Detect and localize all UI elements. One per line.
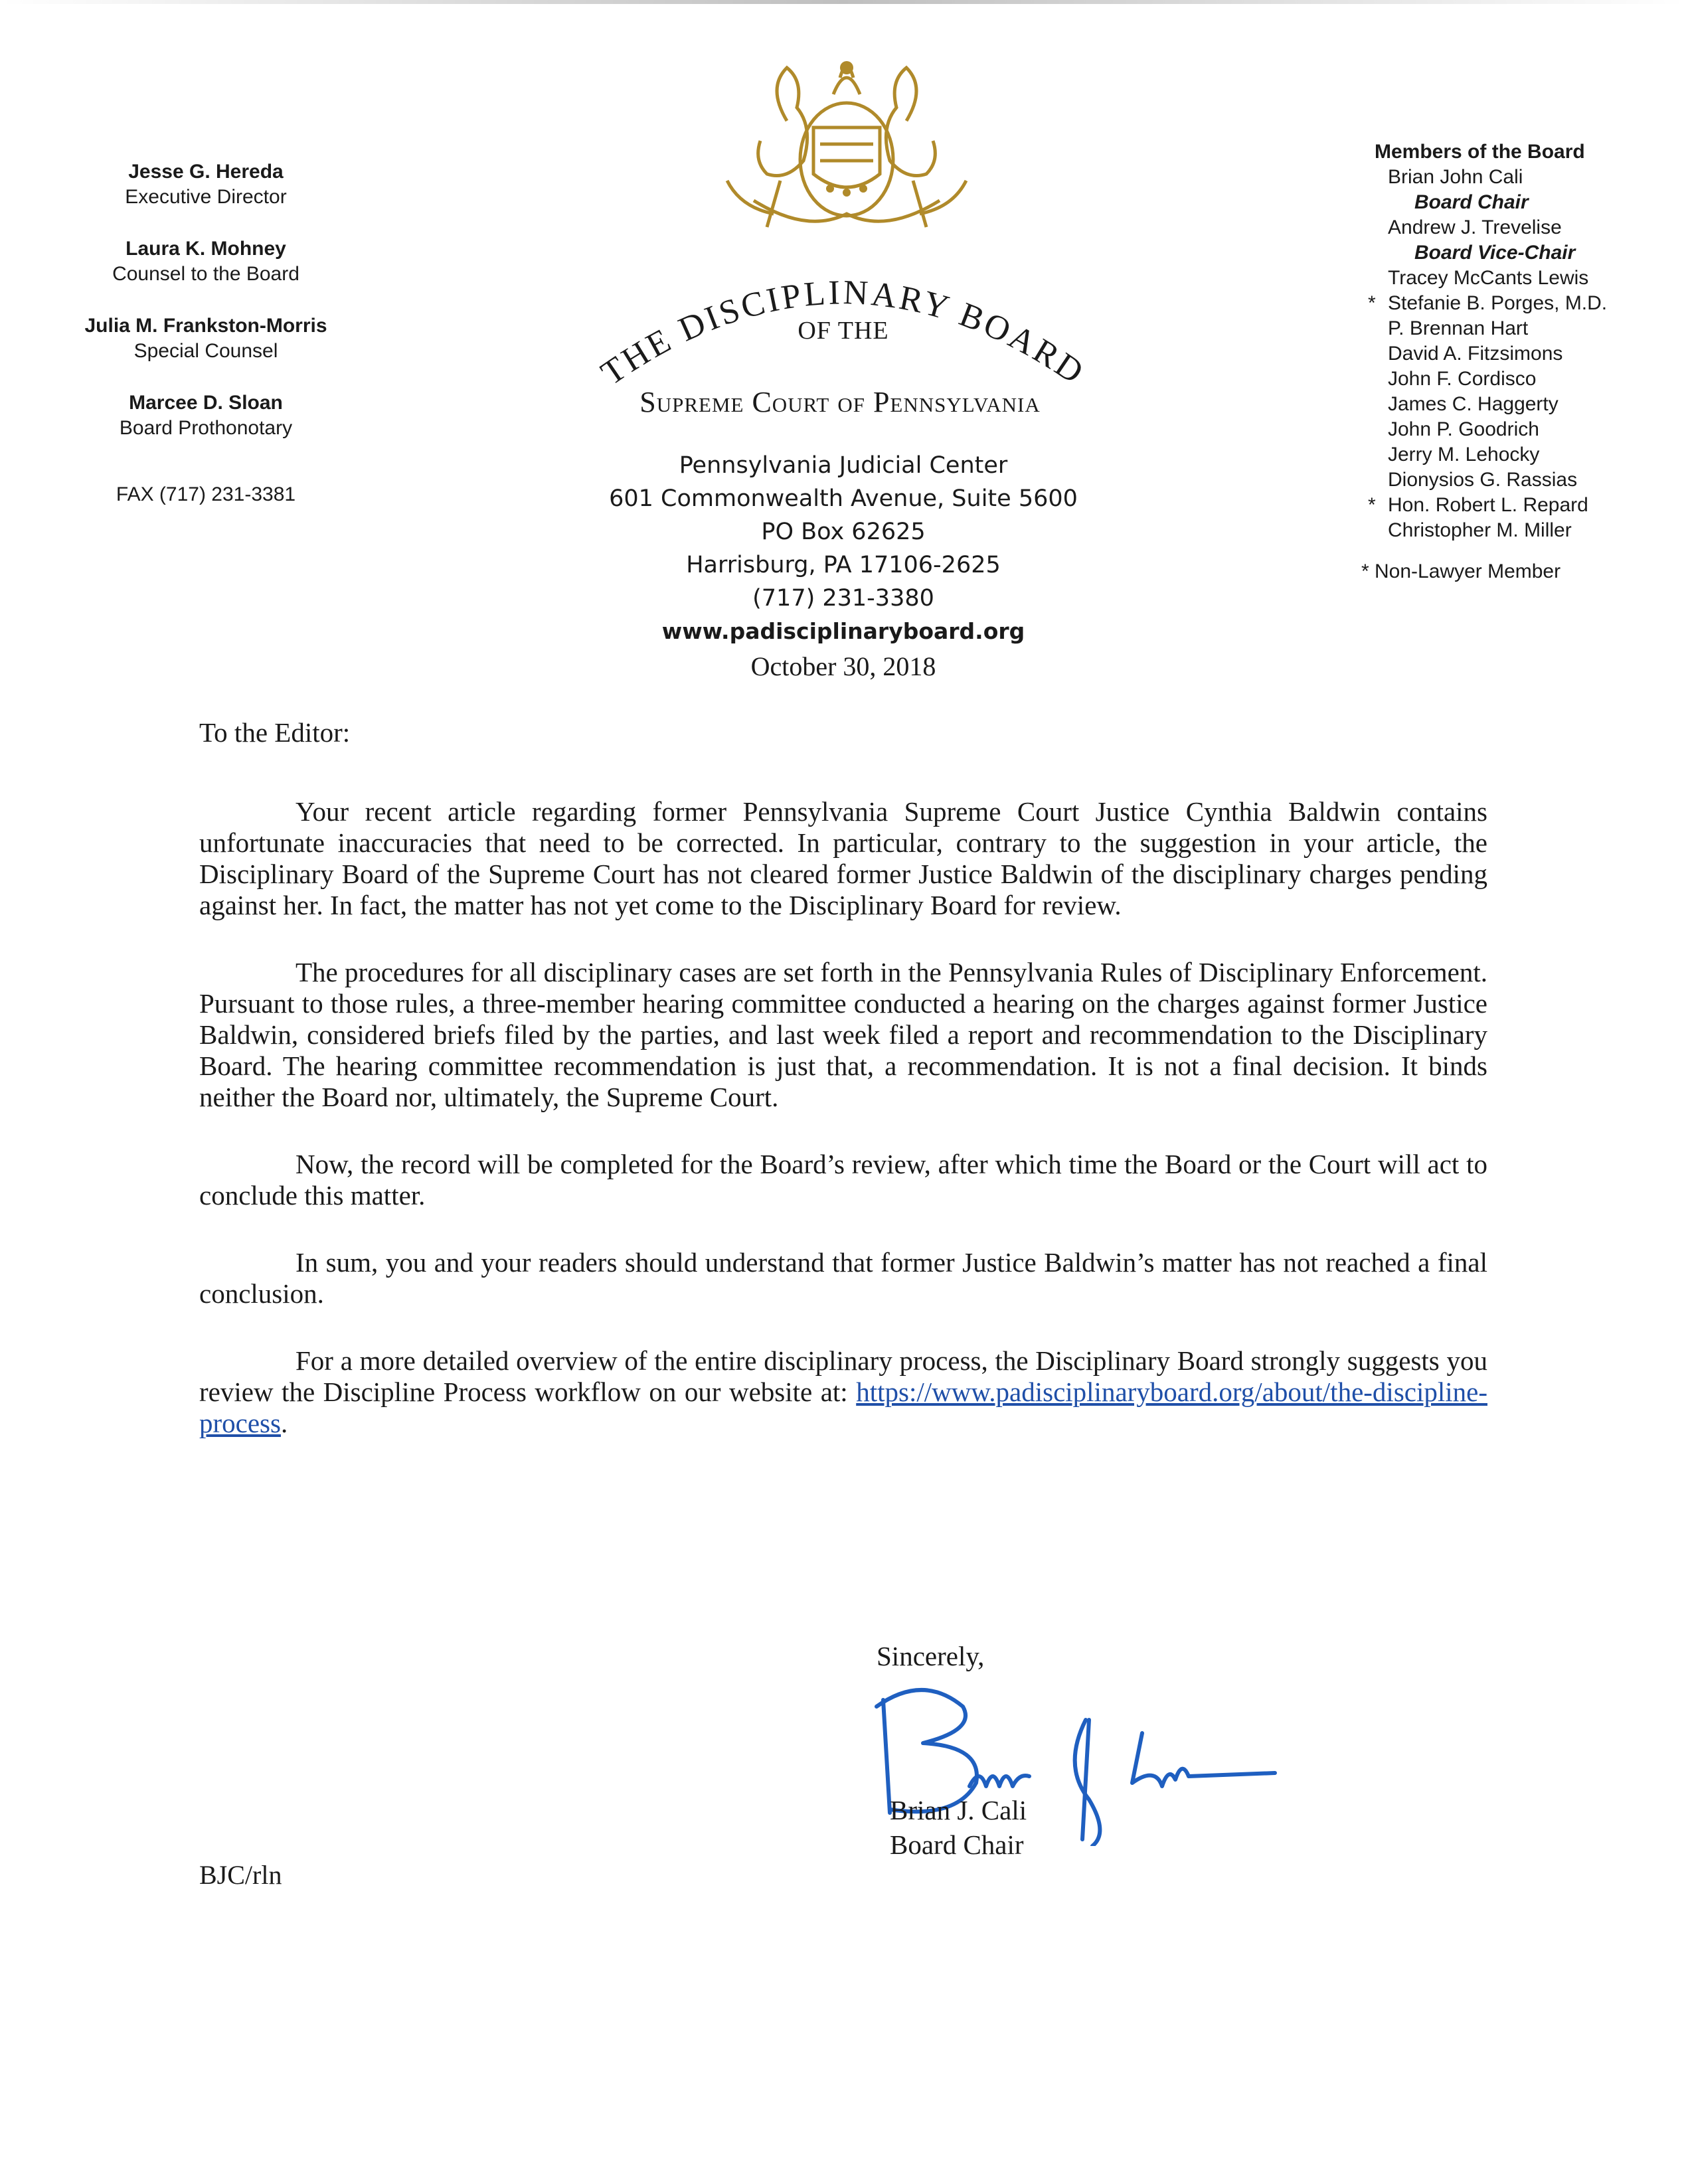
letter-date: October 30, 2018 xyxy=(750,651,936,681)
typist-initials: BJC/rln xyxy=(199,1860,282,1890)
staff-person xyxy=(40,390,372,441)
member-name: Jerry M. Lehocky xyxy=(1388,444,1540,465)
member-name: John P. Goodrich xyxy=(1388,418,1539,440)
scan-edge xyxy=(0,0,1686,4)
staff-name: Marcee D. Sloan xyxy=(129,392,283,414)
pennsylvania-seal-icon xyxy=(687,48,1006,247)
address-line: Pennsylvania Judicial Center xyxy=(679,452,1008,479)
member-role: Board Chair xyxy=(1414,191,1529,213)
member-name: P. Brennan Hart xyxy=(1388,317,1529,339)
members-column xyxy=(1355,139,1673,584)
phone-line: (717) 231-3380 xyxy=(752,585,934,612)
member-name: * Hon. Robert L. Repard xyxy=(1388,493,1673,518)
member-name: David A. Fitzsimons xyxy=(1388,343,1563,365)
address-line: Harrisburg, PA 17106-2625 xyxy=(686,552,1001,578)
fax-number: FAX (717) 231-3381 xyxy=(116,483,296,505)
link-suffix: . xyxy=(280,1408,288,1438)
paragraph: In sum, you and your readers should understand that former Justice Baldwin’s matter has not reached a final conclusion. xyxy=(199,1247,1487,1309)
member-name: * Stefanie B. Porges, M.D. xyxy=(1388,291,1673,316)
signer-name: Brian J. Cali xyxy=(890,1795,1027,1825)
closing: Sincerely, xyxy=(877,1641,985,1671)
paragraph-last xyxy=(199,1345,1487,1439)
address-line: PO Box 62625 xyxy=(761,519,926,545)
process-link[interactable]: https://www.padisciplinaryboard.org/about/the-discipline-process xyxy=(199,1377,1487,1438)
staff-title: Board Prothonotary xyxy=(119,417,293,439)
staff-name: Julia M. Frankston-Morris xyxy=(84,315,327,337)
staff-title: Executive Director xyxy=(125,186,287,208)
member-name: Tracey McCants Lewis xyxy=(1388,267,1589,289)
non-lawyer-star: * xyxy=(1368,494,1376,516)
paragraph: The procedures for all disciplinary cases are set forth in the Pennsylvania Rules of Disciplinary Enforcement. Pursuant to those rules, a three-member hearing committee conducted a hearing on the charges against former Justice Baldwin, considered briefs filed by the parties, and last week filed a report and recommendation to the Disciplinary Board. The hearing committee recommendation is just that, a recommendation. It is not a final decision. It binds neither the Board nor, ultimately, the Supreme Court. xyxy=(199,957,1487,1112)
member-name: John F. Cordisco xyxy=(1388,368,1537,390)
member-role: Board Vice-Chair xyxy=(1414,242,1576,264)
address-line: 601 Commonwealth Avenue, Suite 5600 xyxy=(609,485,1078,512)
letter-body xyxy=(199,717,1487,1475)
arc-text: THE DISCIPLINARY BOARD xyxy=(594,274,1092,392)
staff-person xyxy=(40,236,372,287)
member-name: Andrew J. Trevelise xyxy=(1388,216,1562,238)
paragraph: Your recent article regarding former Pennsylvania Supreme Court Justice Cynthia Baldwin contains unfortunate inaccuracies that need to be corrected. In particular, contrary to the suggestion in your article, the Disciplinary Board of the Supreme Court has not cleared former Justice Baldwin of the disciplinary charges pending against her. In fact, the matter has not yet come to the Disciplinary Board for review. xyxy=(199,796,1487,920)
paragraph: Now, the record will be completed for the Board’s review, after which time the Board or the Court will act to conclude this matter. xyxy=(199,1149,1487,1211)
of-the-text: OF THE xyxy=(798,317,889,345)
staff-name: Jesse G. Hereda xyxy=(128,161,284,183)
signer-title: Board Chair xyxy=(890,1829,1024,1860)
court-name: Supreme Court of Pennsylvania xyxy=(639,386,1041,418)
non-lawyer-star: * xyxy=(1368,292,1376,314)
staff-person xyxy=(40,313,372,364)
staff-title: Special Counsel xyxy=(133,340,278,362)
address-block xyxy=(491,449,1195,648)
paragraph-text: For a more detailed overview of the entire disciplinary process, the Disciplinary Board strongly suggests you review the Discipline Process workflow on our website at: xyxy=(199,1345,1487,1407)
member-name: James C. Haggerty xyxy=(1388,393,1559,415)
member-name: Brian John Cali xyxy=(1388,166,1523,188)
staff-name: Laura K. Mohney xyxy=(126,238,286,260)
member-name: Christopher M. Miller xyxy=(1388,519,1572,541)
members-header: Members of the Board xyxy=(1375,141,1585,163)
salutation: To the Editor: xyxy=(199,717,351,748)
staff-person xyxy=(40,159,372,210)
board-arc-title xyxy=(578,239,1109,392)
staff-title: Counsel to the Board xyxy=(112,263,299,285)
staff-column xyxy=(40,159,372,507)
website-link[interactable]: www.padisciplinaryboard.org xyxy=(661,618,1025,644)
member-name: Dionysios G. Rassias xyxy=(1388,469,1578,491)
non-lawyer-note: * Non-Lawyer Member xyxy=(1361,560,1561,582)
signer-block xyxy=(890,1793,1027,1862)
